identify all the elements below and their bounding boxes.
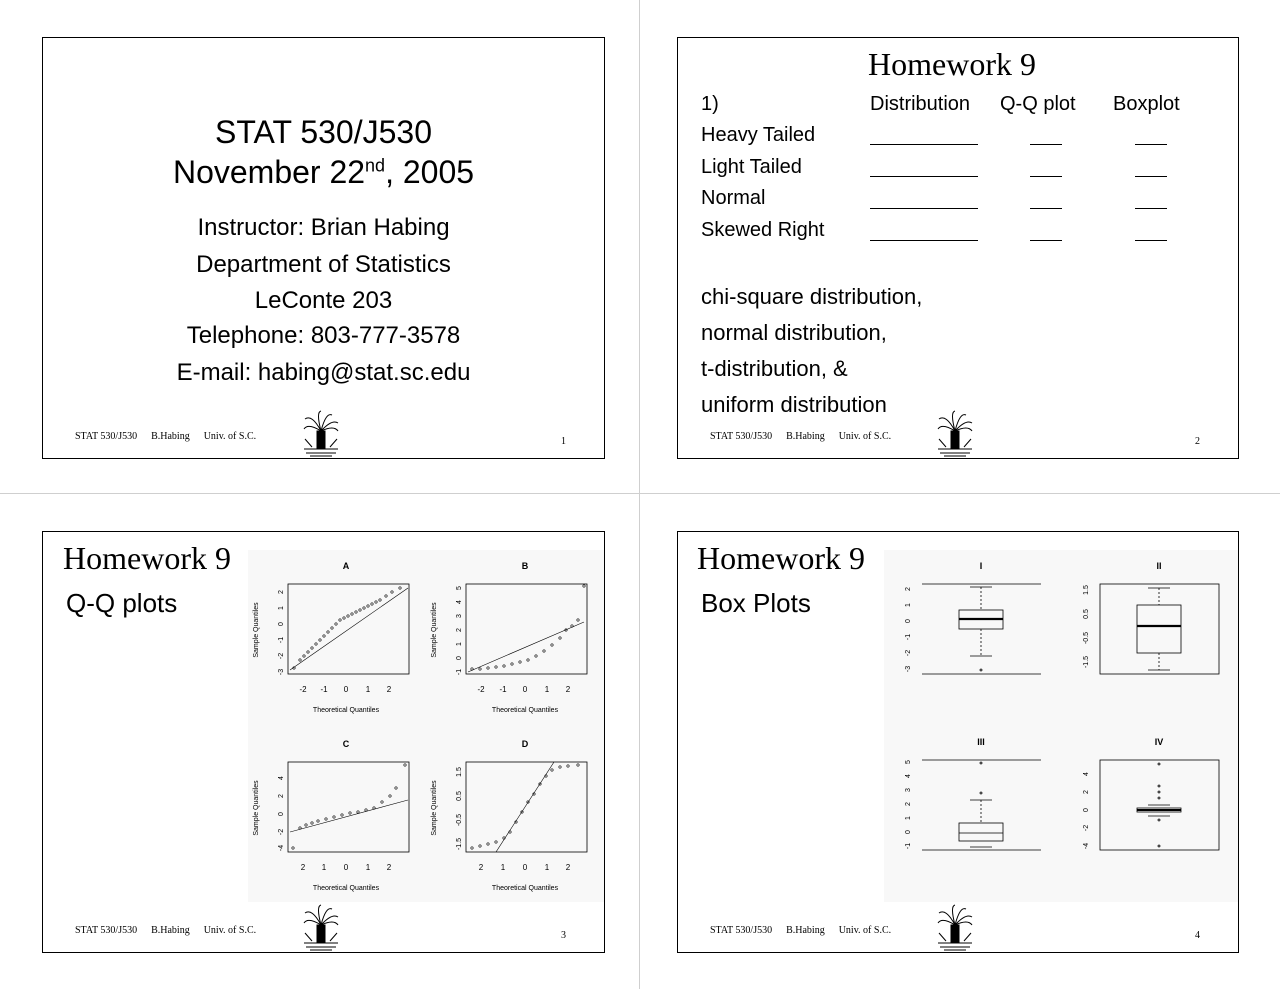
answer-blank: [1135, 144, 1167, 145]
svg-text:1: 1: [365, 863, 371, 872]
svg-text:2: 2: [386, 685, 392, 694]
svg-text:3: 3: [905, 788, 912, 792]
slide-title: Homework 9: [697, 540, 865, 576]
palmetto-logo-icon: [936, 409, 974, 457]
svg-text:1: 1: [905, 603, 912, 607]
telephone: Telephone: 803-777-3578: [186, 322, 461, 349]
svg-text:-3: -3: [278, 668, 285, 676]
answer-blank: [870, 176, 978, 177]
svg-text:2: 2: [386, 863, 392, 872]
department: Department of Statistics: [196, 251, 451, 278]
svg-text:-2: -2: [278, 652, 285, 660]
svg-text:-2: -2: [1083, 824, 1090, 832]
svg-text:2: 2: [565, 685, 571, 694]
svg-text:5: 5: [905, 760, 912, 764]
svg-text:0: 0: [343, 685, 349, 694]
slide-subtitle: Box Plots: [701, 588, 811, 618]
slide-footer: STAT 530/J530 B.Habing Univ. of S.C.: [710, 925, 892, 936]
svg-text:0: 0: [278, 812, 285, 816]
slide-footer: STAT 530/J530 B.Habing Univ. of S.C.: [75, 925, 257, 936]
page-number: 2: [1195, 436, 1200, 447]
svg-text:2: 2: [300, 863, 306, 872]
slide-1: [42, 37, 605, 459]
lecture-date: November 22nd, 2005: [172, 154, 475, 190]
box-plots-figure: [884, 550, 1238, 902]
slide-title: Homework 9: [868, 46, 1036, 82]
svg-text:0: 0: [522, 863, 528, 872]
svg-text:2: 2: [456, 628, 463, 632]
svg-text:2: 2: [278, 794, 285, 798]
axis-label: Theoretical Quantiles: [491, 885, 559, 892]
svg-text:1: 1: [321, 863, 327, 872]
choice-item: normal distribution,: [701, 320, 887, 345]
svg-text:0.5: 0.5: [456, 791, 463, 801]
row-label: Light Tailed: [701, 156, 802, 178]
qq-a-line: [290, 588, 408, 670]
palmetto-logo-icon: [936, 903, 974, 951]
answer-blank: [870, 144, 978, 145]
office: LeConte 203: [254, 287, 393, 314]
svg-text:-2: -2: [278, 828, 285, 836]
box-iii: [959, 762, 1003, 847]
svg-text:1: 1: [905, 816, 912, 820]
svg-text:-4: -4: [1083, 842, 1090, 850]
svg-text:2: 2: [905, 587, 912, 591]
axis-label: Theoretical Quantiles: [491, 707, 559, 714]
page-number: 4: [1195, 930, 1200, 941]
box-i: [959, 587, 1003, 671]
svg-text:-0.5: -0.5: [456, 813, 463, 827]
svg-text:2: 2: [905, 802, 912, 806]
page-divider-vertical: [639, 0, 640, 989]
svg-text:-2: -2: [477, 685, 485, 694]
svg-text:1: 1: [544, 685, 550, 694]
slide-4: [677, 531, 1239, 953]
svg-text:1: 1: [365, 685, 371, 694]
palmetto-logo-icon: [302, 903, 340, 951]
svg-text:-0.5: -0.5: [1083, 631, 1090, 645]
column-distribution: Distribution: [870, 93, 971, 115]
svg-text:-1: -1: [905, 842, 912, 850]
box-iv: [1137, 763, 1181, 847]
box-ii: [1137, 588, 1181, 670]
question-label: 1): [701, 93, 719, 115]
instructor: Instructor: Brian Habing: [197, 214, 450, 241]
svg-text:1: 1: [544, 863, 550, 872]
svg-text:-1: -1: [278, 636, 285, 644]
svg-text:4: 4: [1083, 772, 1090, 776]
svg-text:-1: -1: [905, 633, 912, 641]
plot-title: II: [1156, 561, 1162, 571]
svg-text:0: 0: [1083, 808, 1090, 812]
svg-text:-4: -4: [278, 844, 285, 852]
svg-text:-3: -3: [905, 665, 912, 673]
svg-text:-2: -2: [905, 649, 912, 657]
axis-label: Theoretical Quantiles: [312, 885, 380, 892]
svg-text:-2: -2: [299, 685, 307, 694]
axis-label: Sample Quantiles: [431, 780, 438, 836]
column-boxplot: Boxplot: [1113, 93, 1180, 115]
svg-text:4: 4: [905, 774, 912, 778]
svg-text:1: 1: [500, 863, 506, 872]
plot-title: B: [521, 561, 529, 571]
svg-text:0: 0: [343, 863, 349, 872]
slide-title: Homework 9: [63, 540, 231, 576]
answer-blank: [1030, 176, 1062, 177]
axis-label: Sample Quantiles: [253, 602, 260, 658]
answer-blank: [1135, 208, 1167, 209]
svg-text:2: 2: [565, 863, 571, 872]
svg-text:5: 5: [456, 586, 463, 590]
choice-item: uniform distribution: [701, 392, 887, 417]
svg-text:0: 0: [278, 622, 285, 626]
row-label: Skewed Right: [701, 219, 825, 241]
page-number: 3: [561, 930, 566, 941]
svg-text:-1: -1: [456, 668, 463, 676]
axis-label: Theoretical Quantiles: [312, 707, 380, 714]
plot-title: A: [342, 561, 350, 571]
answer-blank: [1135, 240, 1167, 241]
qq-c-points: [292, 764, 406, 849]
svg-text:1: 1: [456, 642, 463, 646]
page-number: 1: [561, 436, 566, 447]
answer-blank: [1030, 240, 1062, 241]
svg-text:-1.5: -1.5: [1083, 655, 1090, 669]
plot-title: I: [979, 561, 983, 571]
svg-text:3: 3: [456, 614, 463, 618]
svg-text:2: 2: [1083, 790, 1090, 794]
email: E-mail: habing@stat.sc.edu: [176, 359, 471, 386]
svg-text:1.5: 1.5: [456, 767, 463, 777]
page-divider-horizontal: [0, 493, 1280, 494]
qq-b-points: [471, 585, 585, 670]
svg-text:1.5: 1.5: [1083, 585, 1090, 595]
palmetto-logo-icon: [302, 409, 340, 457]
svg-text:1: 1: [278, 606, 285, 610]
slide-footer: STAT 530/J530 B.Habing Univ. of S.C.: [710, 431, 892, 442]
qq-b-line: [468, 622, 584, 672]
choice-item: chi-square distribution,: [701, 284, 923, 309]
plot-title: III: [977, 737, 985, 747]
row-label: Normal: [701, 187, 766, 209]
slide-subtitle: Q-Q plots: [66, 588, 178, 618]
course-title: STAT 530/J530: [214, 114, 432, 150]
plot-title: C: [342, 739, 350, 749]
svg-text:2: 2: [478, 863, 484, 872]
svg-text:0: 0: [905, 830, 912, 834]
svg-text:-1: -1: [320, 685, 328, 694]
slide-3: [42, 531, 605, 953]
answer-blank: [870, 240, 978, 241]
axis-label: Sample Quantiles: [431, 602, 438, 658]
svg-text:4: 4: [278, 776, 285, 780]
slide-footer: STAT 530/J530 B.Habing Univ. of S.C.: [75, 431, 257, 442]
choice-item: t-distribution, &: [701, 356, 848, 381]
svg-text:-1: -1: [499, 685, 507, 694]
axis-label: Sample Quantiles: [253, 780, 260, 836]
slide-2: [677, 37, 1239, 459]
svg-text:0: 0: [905, 619, 912, 623]
answer-blank: [1030, 208, 1062, 209]
answer-blank: [1030, 144, 1062, 145]
row-label: Heavy Tailed: [701, 124, 816, 146]
qq-plots-figure: [248, 550, 604, 902]
column-qq-plot: Q-Q plot: [1000, 93, 1076, 115]
plot-title: D: [521, 739, 529, 749]
plot-title: IV: [1154, 737, 1164, 747]
svg-text:0: 0: [456, 656, 463, 660]
qq-d-line: [496, 762, 554, 852]
answer-blank: [870, 208, 978, 209]
answer-blank: [1135, 176, 1167, 177]
svg-text:-1.5: -1.5: [456, 837, 463, 851]
svg-text:4: 4: [456, 600, 463, 604]
svg-text:0: 0: [522, 685, 528, 694]
qq-c-line: [290, 800, 408, 832]
svg-text:2: 2: [278, 590, 285, 594]
svg-text:0.5: 0.5: [1083, 609, 1090, 619]
